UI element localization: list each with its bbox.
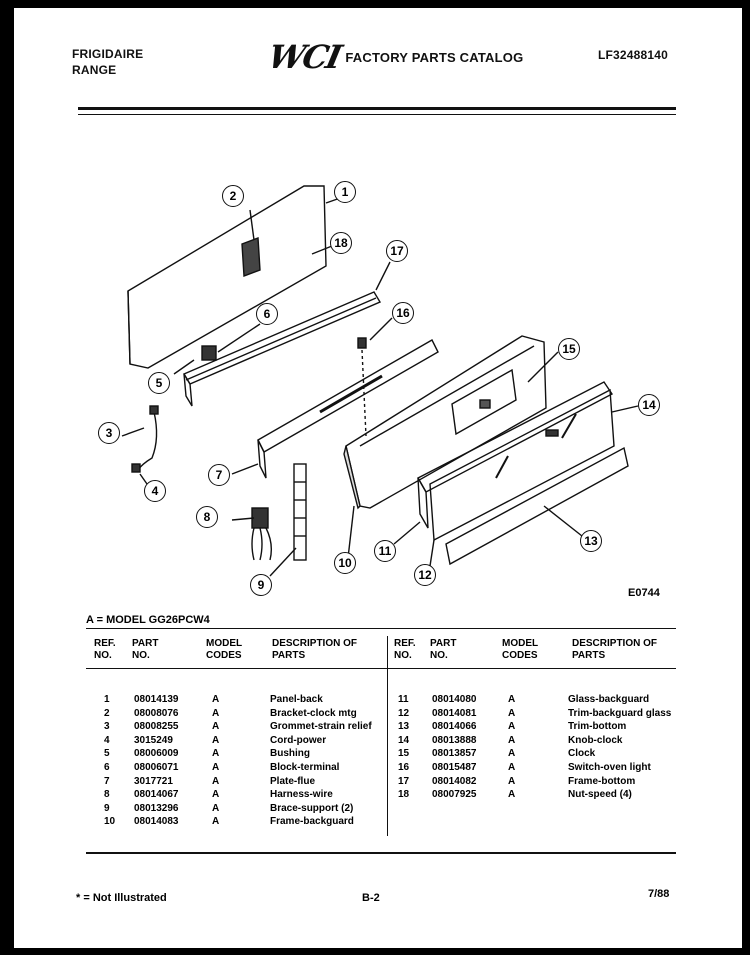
product-type: RANGE xyxy=(72,63,117,77)
ref-number: 6 xyxy=(104,762,110,773)
part-number: 08014067 xyxy=(134,789,179,801)
part-description: Switch-oven light xyxy=(568,762,651,773)
ref-number: 8 xyxy=(104,789,110,801)
model-code: A xyxy=(212,694,220,705)
part-number: 08014080 xyxy=(432,694,477,705)
part-number: 08013857 xyxy=(432,748,477,760)
callout-1: 1 xyxy=(334,181,356,203)
callout-16: 16 xyxy=(392,302,414,324)
model-code: A xyxy=(508,748,516,760)
part-number: 08013888 xyxy=(432,734,477,746)
callout-3: 3 xyxy=(98,422,120,444)
part-description: Trim-backguard glass xyxy=(568,707,672,719)
exploded-parts-diagram xyxy=(14,8,742,608)
model-code: A xyxy=(212,734,220,746)
ref-number: 5 xyxy=(104,748,110,760)
model-line: A = MODEL GG26PCW4 xyxy=(86,614,210,626)
model-code: A xyxy=(508,789,516,801)
model-code: A xyxy=(212,789,220,801)
callout-4: 4 xyxy=(144,480,166,502)
part-description: Glass-backguard xyxy=(568,694,650,705)
ref-number: 17 xyxy=(398,775,410,787)
part-number: 08014139 xyxy=(134,694,179,705)
callout-14: 14 xyxy=(638,394,660,416)
callout-11: 11 xyxy=(374,540,396,562)
ref-number: 12 xyxy=(398,707,410,719)
part-number: 08014081 xyxy=(432,707,477,719)
brand-name: FRIGIDAIRE xyxy=(72,47,144,61)
header-model-right: MODEL CODES xyxy=(502,638,538,661)
part-description: Frame-bottom xyxy=(568,775,636,787)
ref-number: 15 xyxy=(398,748,410,760)
part-description: Panel-back xyxy=(270,694,323,705)
model-code: A xyxy=(212,762,220,773)
part-number: 08014082 xyxy=(432,775,477,787)
model-code: A xyxy=(508,762,516,773)
header-desc-left: DESCRIPTION OF PARTS xyxy=(272,638,358,661)
callout-6: 6 xyxy=(256,303,278,325)
part-description: Block-terminal xyxy=(270,762,340,773)
callout-8: 8 xyxy=(196,506,218,528)
table-header-rule xyxy=(86,668,676,669)
callout-12: 12 xyxy=(414,564,436,586)
ref-number: 14 xyxy=(398,734,410,746)
part-description: Frame-backguard xyxy=(270,816,354,828)
part-description: Bracket-clock mtg xyxy=(270,707,357,719)
part-number: 08007925 xyxy=(432,789,477,801)
part-number: 08006071 xyxy=(134,762,179,773)
catalog-title: FACTORY PARTS CATALOG xyxy=(345,49,524,65)
model-code: A xyxy=(212,816,220,828)
ref-number: 16 xyxy=(398,762,410,773)
callout-5: 5 xyxy=(148,372,170,394)
figure-code: E0744 xyxy=(628,587,660,599)
part-description: Plate-flue xyxy=(270,775,316,787)
panel-back-shape xyxy=(128,186,326,368)
header-part-left: PART NO. xyxy=(132,638,159,661)
part-description: Grommet-strain relief xyxy=(270,721,372,733)
part-description: Brace-support (2) xyxy=(270,802,354,814)
part-number: 08015487 xyxy=(432,762,477,773)
model-code: A xyxy=(508,694,516,705)
header-desc-right: DESCRIPTION OF PARTS xyxy=(572,638,658,661)
ref-number: 2 xyxy=(104,707,110,719)
catalog-page xyxy=(14,8,742,948)
part-number: 08006009 xyxy=(134,748,179,760)
part-number: 3015249 xyxy=(134,734,173,746)
ref-number: 7 xyxy=(104,775,110,787)
part-description: Clock xyxy=(568,748,596,760)
ref-number: 9 xyxy=(104,802,110,814)
part-description: Bushing xyxy=(270,748,310,760)
callout-18: 18 xyxy=(330,232,352,254)
part-description: Nut-speed (4) xyxy=(568,789,632,801)
ref-number: 11 xyxy=(398,694,409,705)
part-number: 08014066 xyxy=(432,721,477,733)
part-number: 08013296 xyxy=(134,802,179,814)
catalog-date: 7/88 xyxy=(648,888,670,900)
header-ref-left: REF. NO. xyxy=(94,638,116,661)
callout-10: 10 xyxy=(334,552,356,574)
callout-15: 15 xyxy=(558,338,580,360)
part-description: Knob-clock xyxy=(568,734,623,746)
header-model-left: MODEL CODES xyxy=(206,638,242,661)
model-code: A xyxy=(212,802,220,814)
part-description: Trim-bottom xyxy=(568,721,627,733)
ref-number: 1 xyxy=(104,694,110,705)
part-description: Harness-wire xyxy=(270,789,333,801)
wci-logo: WCI xyxy=(264,38,344,76)
part-number: 08008255 xyxy=(134,721,179,733)
model-code: A xyxy=(508,707,516,719)
model-code: A xyxy=(212,721,220,733)
ref-number: 4 xyxy=(104,734,110,746)
model-code: A xyxy=(508,721,516,733)
callout-2: 2 xyxy=(222,185,244,207)
table-bottom-rule xyxy=(86,852,676,854)
callout-7: 7 xyxy=(208,464,230,486)
model-code: A xyxy=(508,734,516,746)
part-description: Cord-power xyxy=(270,734,327,746)
callout-13: 13 xyxy=(580,530,602,552)
table-divider xyxy=(387,636,388,836)
catalog-number: LF32488140 xyxy=(598,48,669,62)
ref-number: 13 xyxy=(398,721,410,733)
ref-number: 18 xyxy=(398,789,410,801)
model-code: A xyxy=(212,748,220,760)
callout-17: 17 xyxy=(386,240,408,262)
header-ref-right: REF. NO. xyxy=(394,638,416,661)
footer-note: * = Not Illustrated xyxy=(76,892,167,904)
part-number: 08014083 xyxy=(134,816,179,828)
ref-number: 3 xyxy=(104,721,110,733)
ref-number: 10 xyxy=(104,816,116,828)
model-code: A xyxy=(508,775,516,787)
page-number: B-2 xyxy=(362,892,380,904)
callout-9: 9 xyxy=(250,574,272,596)
model-rule xyxy=(86,628,676,629)
model-code: A xyxy=(212,707,220,719)
part-number: 08008076 xyxy=(134,707,179,719)
model-code: A xyxy=(212,775,220,787)
part-number: 3017721 xyxy=(134,775,173,787)
header-part-right: PART NO. xyxy=(430,638,457,661)
